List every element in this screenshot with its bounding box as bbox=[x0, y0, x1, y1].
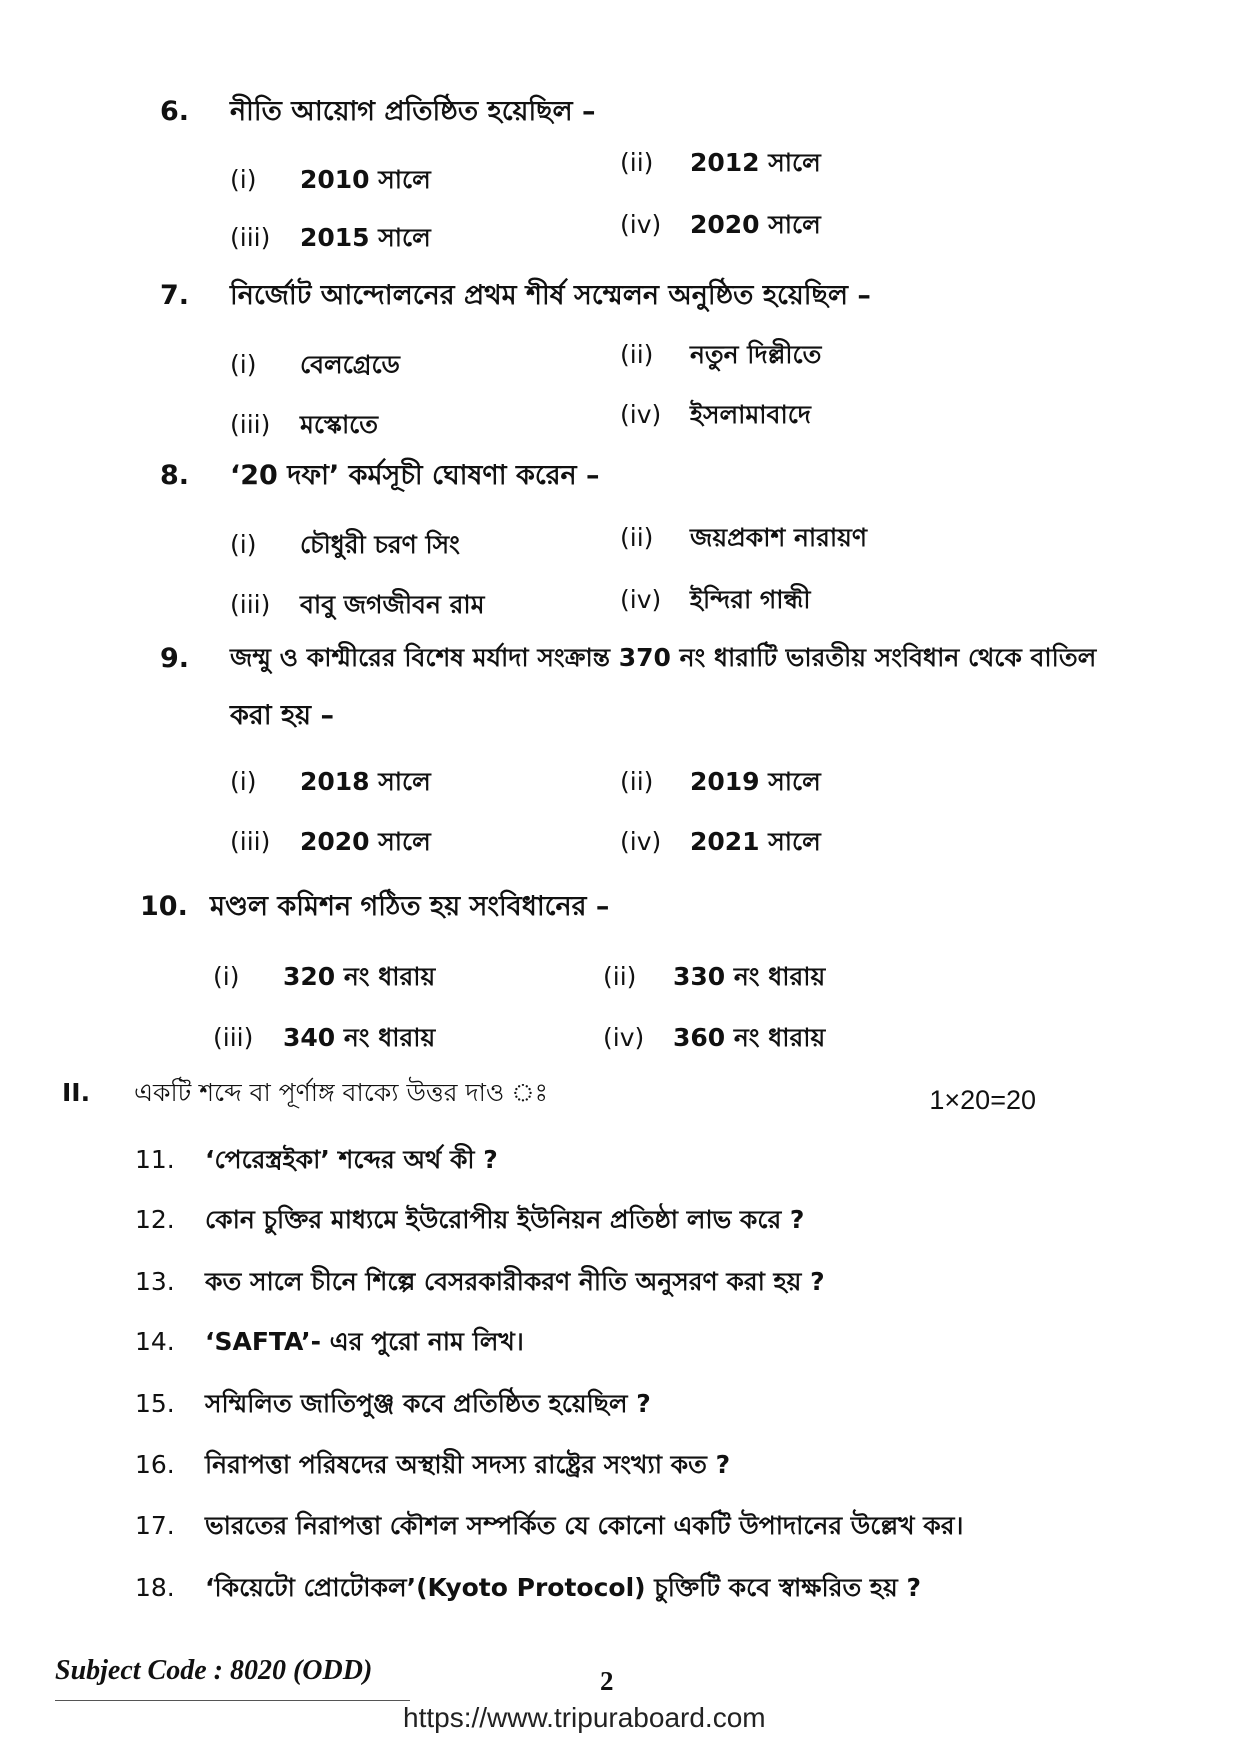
question-15 bbox=[135, 1384, 651, 1427]
option-text: 2010 সালে bbox=[300, 165, 431, 194]
question-text: জম্মু ও কাশ্মীরের বিশেষ মর্যাদা সংক্রান্ত 370 নং ধারাটি ভারতীয় সংবিধান থেকে বাতিল bbox=[230, 643, 1097, 672]
question-text: ভারতের নিরাপত্তা কৌশল সম্পর্কিত যে কোনো একটি উপাদানের উল্লেখ কর। bbox=[205, 1511, 964, 1540]
question-16 bbox=[135, 1445, 730, 1488]
question-text: সম্মিলিত জাতিপুঞ্জ কবে প্রতিষ্ঠিত হয়েছিল ? bbox=[205, 1389, 651, 1418]
option-iii bbox=[213, 1018, 435, 1061]
question-11 bbox=[135, 1140, 498, 1183]
option-label: (iv) bbox=[603, 1023, 645, 1052]
option-label: (i) bbox=[213, 962, 240, 991]
option-text: 360 নং ধারায় bbox=[673, 1023, 826, 1052]
question-number: 8. bbox=[160, 460, 190, 491]
question-text: ‘20 দফা’ কর্মসূচী ঘোষণা করেন – bbox=[230, 460, 600, 491]
question-number: 18. bbox=[135, 1573, 175, 1602]
option-label: (iii) bbox=[230, 590, 271, 619]
question-14 bbox=[135, 1322, 524, 1365]
option-label: (ii) bbox=[620, 340, 654, 369]
option-ii bbox=[620, 762, 821, 805]
option-text: 2015 সালে bbox=[300, 223, 431, 252]
option-text: জয়প্রকাশ নারায়ণ bbox=[690, 523, 868, 552]
option-iv bbox=[620, 822, 821, 865]
option-label: (iv) bbox=[620, 827, 662, 856]
section-number: II. bbox=[62, 1078, 91, 1107]
section-instruction: একটি শব্দে বা পূর্ণাঙ্গ বাক্যে উত্তর দাও ঃ bbox=[134, 1078, 548, 1107]
option-iv bbox=[620, 395, 811, 438]
source-url: https://www.tripuraboard.com bbox=[403, 1702, 766, 1733]
question-number: 11. bbox=[135, 1145, 175, 1174]
question-number: 16. bbox=[135, 1450, 175, 1479]
question-text: ‘কিয়েটো প্রোটোকল’(Kyoto Protocol) চুক্তিটি কবে স্বাক্ষরিত হয় ? bbox=[205, 1573, 921, 1602]
question-number: 7. bbox=[160, 280, 190, 311]
option-text: 2020 সালে bbox=[690, 210, 821, 239]
option-i bbox=[230, 345, 400, 388]
question-number: 15. bbox=[135, 1389, 175, 1418]
question-number: 17. bbox=[135, 1511, 175, 1540]
question-text: কোন চুক্তির মাধ্যমে ইউরোপীয় ইউনিয়ন প্রতিষ্ঠা লাভ করে ? bbox=[205, 1205, 805, 1234]
option-text: 2012 সালে bbox=[690, 148, 821, 177]
section-marks: 1×20=20 bbox=[929, 1085, 1036, 1115]
subject-code: Subject Code : 8020 (ODD) bbox=[55, 1655, 373, 1686]
option-label: (iv) bbox=[620, 210, 662, 239]
option-label: (ii) bbox=[620, 767, 654, 796]
question-12 bbox=[135, 1200, 804, 1243]
option-label: (i) bbox=[230, 165, 257, 194]
option-text: বেলগ্রেডে bbox=[300, 350, 400, 379]
option-text: বাবু জগজীবন রাম bbox=[300, 590, 485, 619]
question-number: 10. bbox=[140, 891, 188, 922]
option-text: 2020 সালে bbox=[300, 827, 431, 856]
question-number: 12. bbox=[135, 1205, 175, 1234]
question-text: নীতি আয়োগ প্রতিষ্ঠিত হয়েছিল – bbox=[230, 96, 596, 127]
option-text: মস্কোতে bbox=[300, 410, 378, 439]
question-text: ‘পেরেস্ত্রইকা’ শব্দের অর্থ কী ? bbox=[205, 1145, 498, 1174]
option-text: 2021 সালে bbox=[690, 827, 821, 856]
question-text: কত সালে চীনে শিল্পে বেসরকারীকরণ নীতি অনুসরণ করা হয় ? bbox=[205, 1267, 825, 1296]
option-iii bbox=[230, 822, 431, 865]
option-label: (i) bbox=[230, 530, 257, 559]
option-label: (iii) bbox=[230, 827, 271, 856]
option-text: 330 নং ধারায় bbox=[673, 962, 826, 991]
question-17 bbox=[135, 1506, 963, 1549]
option-label: (iii) bbox=[230, 223, 271, 252]
option-text: নতুন দিল্লীতে bbox=[690, 340, 822, 369]
option-ii bbox=[620, 518, 867, 561]
question-number: 6. bbox=[160, 96, 190, 127]
option-text: 2019 সালে bbox=[690, 767, 821, 796]
question-number: 14. bbox=[135, 1327, 175, 1356]
option-i bbox=[230, 525, 460, 568]
question-13 bbox=[135, 1262, 825, 1305]
option-label: (ii) bbox=[603, 962, 637, 991]
option-i bbox=[230, 762, 431, 805]
option-label: (ii) bbox=[620, 523, 654, 552]
option-text: ইসলামাবাদে bbox=[690, 400, 811, 429]
question-18 bbox=[135, 1568, 921, 1611]
option-iii bbox=[230, 405, 378, 448]
option-ii bbox=[603, 957, 825, 1000]
option-label: (iii) bbox=[230, 410, 271, 439]
question-text: নির্জোট আন্দোলনের প্রথম শীর্ষ সম্মেলন অনুষ্ঠিত হয়েছিল – bbox=[230, 280, 871, 311]
option-ii bbox=[620, 335, 821, 378]
question-text: ‘SAFTA’- এর পুরো নাম লিখ। bbox=[205, 1327, 524, 1356]
option-label: (iv) bbox=[620, 400, 662, 429]
option-i bbox=[230, 160, 431, 203]
option-text: চৌধুরী চরণ সিং bbox=[300, 530, 460, 559]
question-9-continued bbox=[230, 702, 334, 729]
option-text: ইন্দিরা গান্ধী bbox=[690, 585, 811, 614]
question-number: 9. bbox=[160, 643, 190, 674]
option-iv bbox=[603, 1018, 825, 1061]
option-text: 320 নং ধারায় bbox=[283, 962, 436, 991]
option-iii bbox=[230, 218, 431, 261]
option-iii bbox=[230, 585, 484, 628]
option-ii bbox=[620, 143, 821, 186]
option-label: (ii) bbox=[620, 148, 654, 177]
option-label: (iv) bbox=[620, 585, 662, 614]
option-iv bbox=[620, 580, 811, 623]
option-label: (i) bbox=[230, 350, 257, 379]
option-label: (i) bbox=[230, 767, 257, 796]
option-iv bbox=[620, 205, 821, 248]
option-i bbox=[213, 957, 435, 1000]
question-text: করা হয় – bbox=[230, 700, 334, 731]
question-number: 13. bbox=[135, 1267, 175, 1296]
question-text: নিরাপত্তা পরিষদের অস্থায়ী সদস্য রাষ্ট্রের সংখ্যা কত ? bbox=[205, 1450, 731, 1479]
option-label: (iii) bbox=[213, 1023, 254, 1052]
page-number: 2 bbox=[600, 1666, 614, 1696]
question-text: মণ্ডল কমিশন গঠিত হয় সংবিধানের – bbox=[210, 891, 610, 922]
option-text: 2018 সালে bbox=[300, 767, 431, 796]
option-text: 340 নং ধারায় bbox=[283, 1023, 436, 1052]
footer-divider bbox=[55, 1700, 410, 1701]
